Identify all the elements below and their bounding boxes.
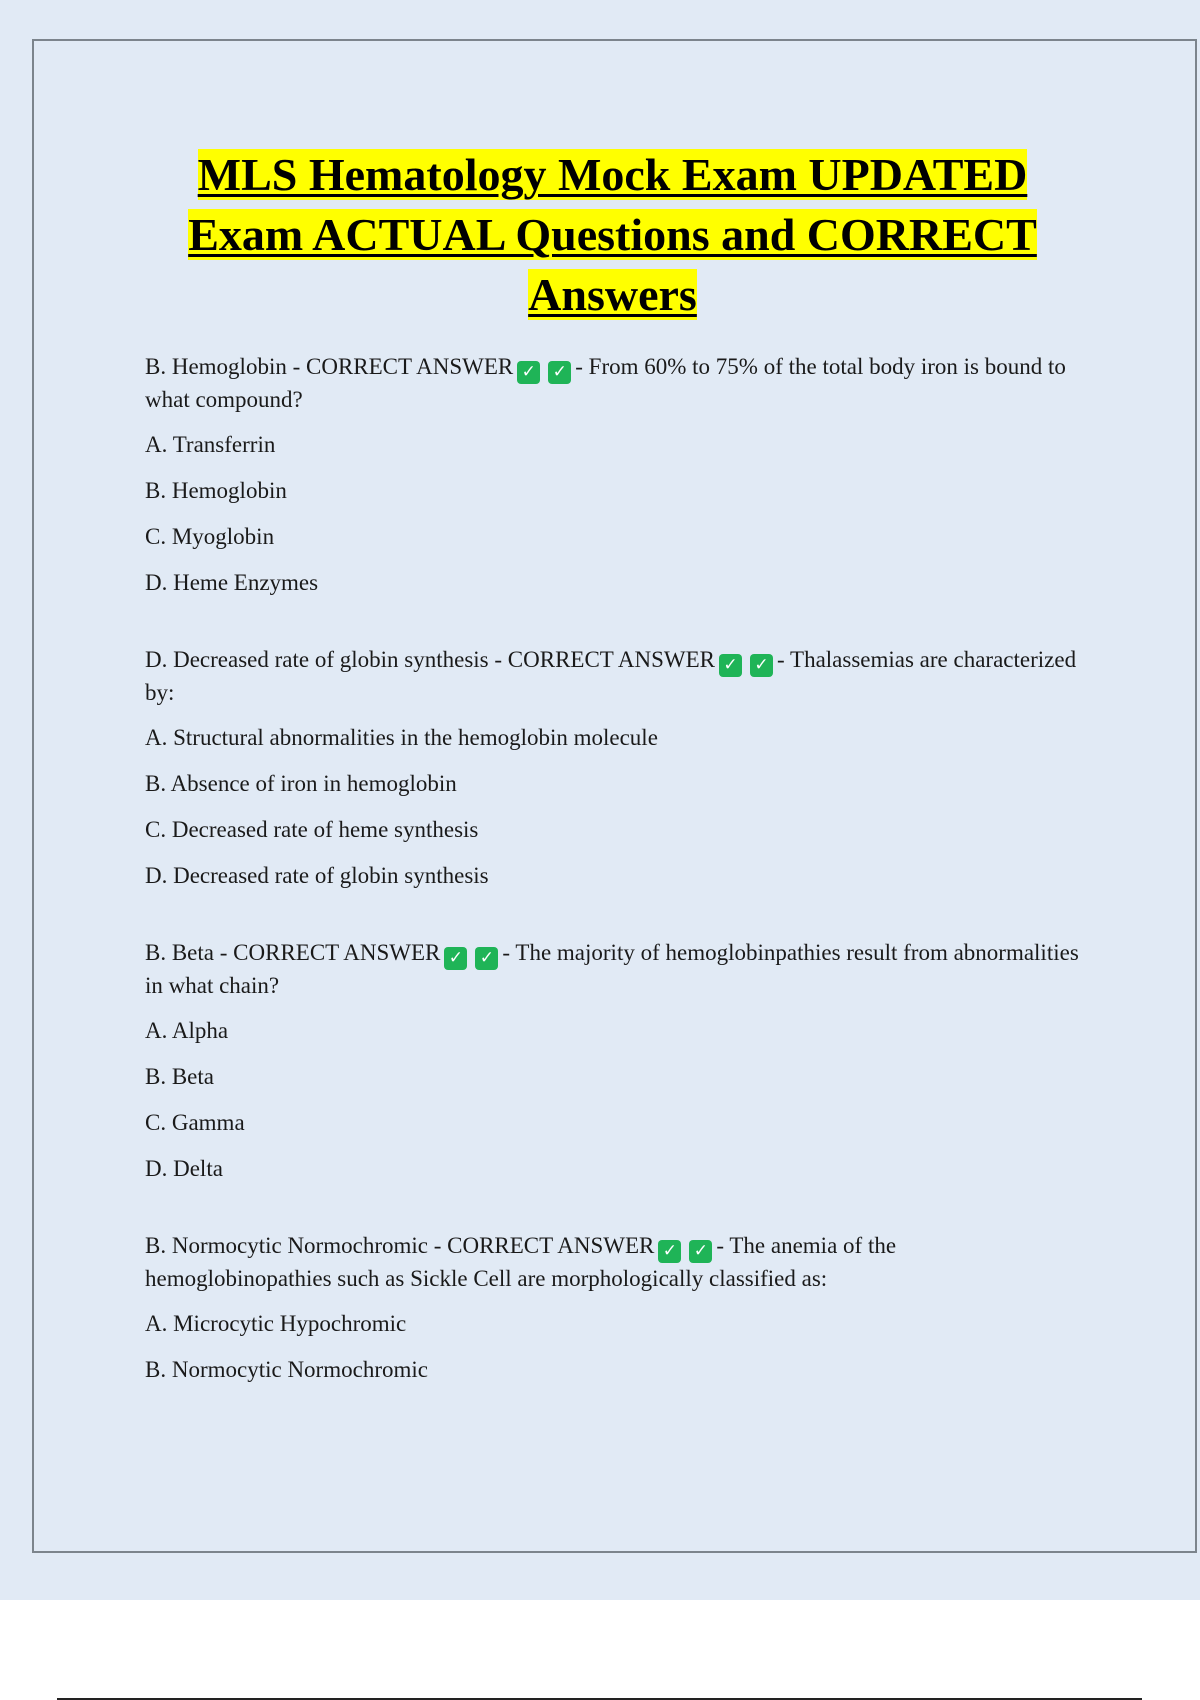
answer-option: A. Structural abnormalities in the hemoglobin molecule	[145, 725, 658, 750]
check-mark-icon: ✓	[444, 947, 467, 970]
question-text: - The majority of hemoglobinpathies result from abnormalities in what chain?	[145, 940, 1079, 998]
document-title	[145, 145, 1080, 325]
question-text: - From 60% to 75% of the total body iron is bound to what compound?	[145, 354, 1066, 412]
answer-option: A. Microcytic Hypochromic	[145, 1311, 407, 1336]
question-block	[145, 1230, 1080, 1385]
question-text: - The anemia of the hemoglobinopathies such as Sickle Cell are morphologically classified as:	[145, 1233, 897, 1291]
correct-answer-text: D. Decreased rate of globin synthesis - CORRECT ANSWER	[145, 647, 716, 672]
question-block	[145, 351, 1080, 598]
document-title-text: MLS Hematology Mock Exam UPDATED Exam ACTUAL Questions and CORRECT Answers	[188, 149, 1037, 320]
question-block	[145, 937, 1080, 1184]
document-content	[145, 145, 1080, 1431]
check-mark-icon: ✓	[750, 654, 773, 677]
answer-option: A. Transferrin	[145, 432, 276, 457]
question-line	[145, 644, 1080, 708]
correct-answer-text: B. Normocytic Normochromic - CORRECT ANSWER	[145, 1233, 655, 1258]
question-line	[145, 937, 1080, 1001]
answer-option: A. Alpha	[145, 1018, 229, 1043]
question-line	[145, 351, 1080, 415]
answer-option: B. Hemoglobin	[145, 478, 287, 503]
answer-option: B. Beta	[145, 1064, 214, 1089]
question-text: - Thalassemias are characterized by:	[145, 647, 1077, 705]
check-mark-icon: ✓	[517, 361, 540, 384]
check-mark-icon: ✓	[689, 1240, 712, 1263]
answer-option: D. Decreased rate of globin synthesis	[145, 863, 489, 888]
check-mark-icon: ✓	[475, 947, 498, 970]
answer-option: C. Gamma	[145, 1110, 245, 1135]
answer-option: C. Decreased rate of heme synthesis	[145, 817, 479, 842]
check-mark-icon: ✓	[548, 361, 571, 384]
answer-option: B. Normocytic Normochromic	[145, 1357, 428, 1382]
question-block	[145, 644, 1080, 891]
answer-option: B. Absence of iron in hemoglobin	[145, 771, 457, 796]
correct-answer-text: B. Beta - CORRECT ANSWER	[145, 940, 441, 965]
check-mark-icon: ✓	[719, 654, 742, 677]
question-line	[145, 1230, 1080, 1294]
answer-option: D. Heme Enzymes	[145, 570, 319, 595]
answer-option: C. Myoglobin	[145, 524, 275, 549]
correct-answer-text: B. Hemoglobin - CORRECT ANSWER	[145, 354, 514, 379]
check-mark-icon: ✓	[658, 1240, 681, 1263]
answer-option: D. Delta	[145, 1156, 223, 1181]
